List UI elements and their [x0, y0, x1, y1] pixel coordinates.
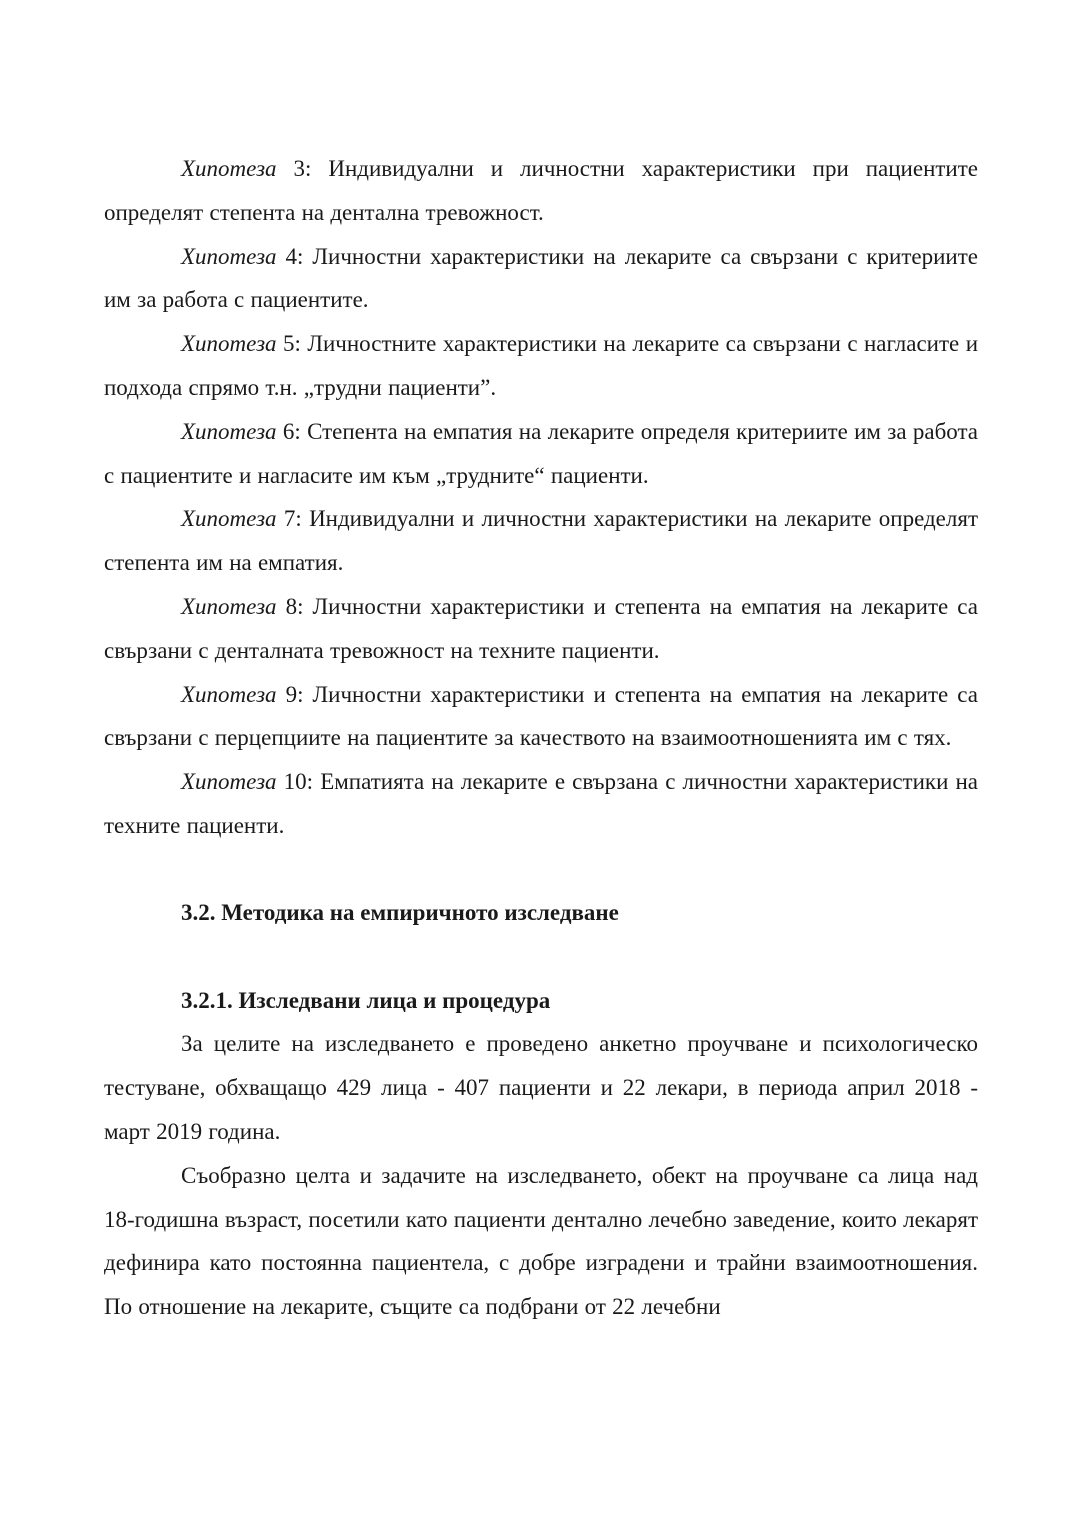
hypothesis-paragraph: Хипотеза 7: Индивидуални и личностни характеристики на лекарите определят степента им на емпатия. [104, 506, 978, 576]
body-paragraph: За целите на изследването е проведено анкетно проучване и психологическо тестуване, обхващащо 429 лица - 407 пациенти и 22 лекари, в периода април 2018 - март 2019 година. [104, 1031, 978, 1144]
hypothesis-label: Хипотеза [181, 681, 277, 707]
hypothesis-paragraph: Хипотеза 10: Емпатията на лекарите е свързана с личностни характеристики на техните пациенти. [104, 769, 979, 838]
hypothesis-number: 9 [285, 681, 298, 707]
hypothesis-label: Хипотеза [181, 506, 277, 532]
hypothesis-number: 4 [285, 243, 298, 269]
section-heading: 3.2. Методика на емпиричното изследване [181, 899, 619, 925]
hypothesis-paragraph: Хипотеза 3: Индивидуални и личностни характеристики при пациентите определят степента на дентална тревожност. [104, 156, 979, 225]
hypothesis-label: Хипотеза [181, 156, 277, 181]
hypothesis-paragraph: Хипотеза 5: Личностните характеристики на лекарите са свързани с нагласите и подхода спрямо т.н. „трудни пациенти”. [104, 331, 979, 400]
hypothesis-text: Личностни характеристики и степента на емпатия на лекарите са свързани с денталната тревожност на техните пациенти. [104, 593, 978, 663]
hypothesis-label: Хипотеза [181, 769, 277, 795]
hypothesis-text: Личностните характеристики на лекарите са свързани с нагласите и подхода спрямо т.н. „трудни пациенти”. [104, 331, 979, 400]
hypothesis-number: 10 [283, 769, 307, 795]
hypothesis-number: 5 [283, 331, 295, 357]
hypothesis-number: 3 [293, 156, 305, 181]
hypothesis-paragraph: Хипотеза 8: Личностни характеристики и степента на емпатия на лекарите са свързани с денталната тревожност на техните пациенти. [104, 593, 978, 663]
hypothesis-text: Личностни характеристики и степента на емпатия на лекарите са свързани с перцепциите на пациентите за качеството на взаимоотношенията им с тях. [104, 681, 978, 751]
hypothesis-paragraph: Хипотеза 6: Степента на емпатия на лекарите определя критериите им за работа с пациентите и нагласите им към „трудните“ пациенти. [104, 418, 979, 488]
hypothesis-number: 6 [282, 418, 295, 444]
page-content [104, 147, 978, 1329]
hypothesis-text: Индивидуални и личностни характеристики на лекарите определят степента им на емпатия. [104, 506, 978, 576]
hypothesis-text: Емпатията на лекарите е свързана с личностни характеристики на техните пациенти. [104, 769, 979, 838]
hypothesis-label: Хипотеза [181, 331, 277, 357]
hypothesis-label: Хипотеза [181, 243, 277, 269]
hypothesis-number: 7 [283, 506, 296, 532]
hypothesis-label: Хипотеза [181, 593, 277, 619]
spacer [104, 848, 978, 891]
hypothesis-text: Индивидуални и личностни характеристики при пациентите определят степента на дентална тревожност. [104, 156, 979, 225]
subsection-heading: 3.2.1. Изследвани лица и процедура [181, 987, 551, 1013]
hypothesis-text: Степента на емпатия на лекарите определя критериите им за работа с пациентите и нагласите им към „трудните“ пациенти. [104, 418, 979, 488]
spacer [104, 935, 978, 979]
hypothesis-paragraph: Хипотеза 9: Личностни характеристики и степента на емпатия на лекарите са свързани с перцепциите на пациентите за качеството на взаимоотношенията им с тях. [104, 681, 978, 751]
hypothesis-number: 8 [285, 593, 298, 619]
body-paragraph: Съобразно целта и задачите на изследването, обект на проучване са лица над 18-годишна възраст, посетили като пациенти дентално лечебно заведение, които лекарят дефинира като постоянна пациентела, с добре изградени и трайни взаимоотношения. По отношение на лекарите, същите са подбрани от 22 лечебни [104, 1162, 978, 1320]
hypothesis-text: Личностни характеристики на лекарите са свързани с критериите им за работа с пациентите. [104, 243, 978, 313]
hypothesis-label: Хипотеза [181, 418, 277, 444]
hypothesis-paragraph: Хипотеза 4: Личностни характеристики на лекарите са свързани с критериите им за работа с пациентите. [104, 243, 978, 313]
